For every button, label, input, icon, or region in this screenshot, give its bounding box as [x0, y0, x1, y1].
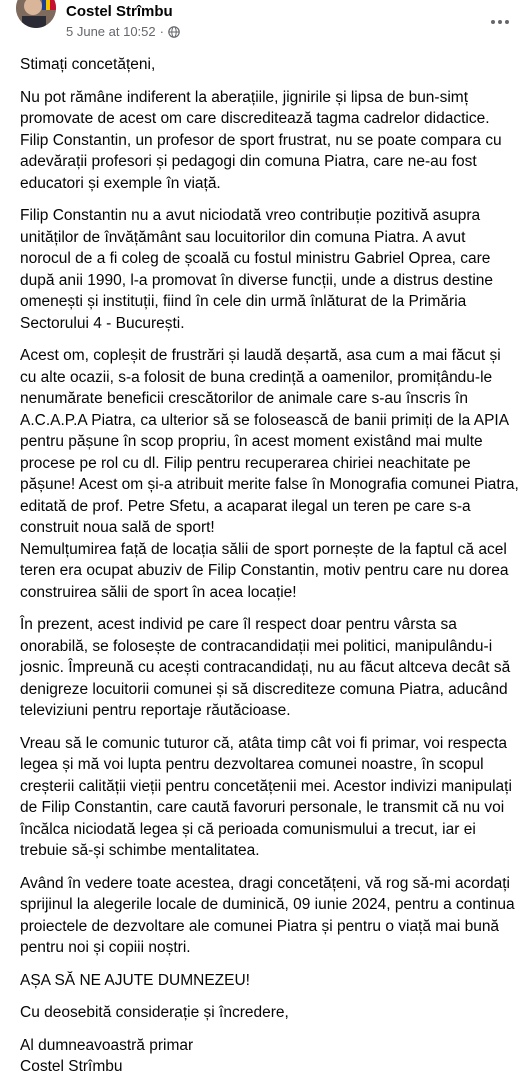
- paragraph: Având în vedere toate acestea, dragi concetățeni, vă rog să-mi acordați sprijinul la alegerile locale de duminică, 09 iunie 2024, pentru a continua proiectele de dezvoltare ale comunei Piatra și pentru o viață mai bună pentru noi și copiii noștri.: [20, 874, 515, 956]
- globe-icon: [168, 26, 180, 38]
- post-meta: [66, 24, 180, 40]
- paragraph: Acest om, copleșit de frustrări și laudă deșartă, asa cum a mai făcut și cu alte ocazii, s-a folosit de buna credință a oamenilor, promițându-le nenumărate beneficii crescătorilor de animale care s-au înscris în A.C.A.P.A Piatra, ca ulterior să se folosească de banii primiți de la APIA pentru pășune în scop propriu, în acest moment existând mai multe procese pe rol cu dl. Filip pentru recuperarea chiriei neachitate pe pășune! Acest om și-a atribuit merite false în Monografia comunei Piatra, editată de prof. Petre Sfetu, a acaparat ilegal un teren pe care s-a construit noua sală de sport!: [20, 347, 519, 536]
- post-timestamp[interactable]: 5 June at 10:52: [66, 24, 156, 39]
- paragraph-closing: Cu deosebită considerație și încredere,: [20, 1004, 289, 1021]
- post-author[interactable]: Costel Strîmbu: [66, 3, 173, 20]
- post-body: [20, 54, 520, 1078]
- paragraph-motto: AȘA SĂ NE AJUTE DUMNEZEU!: [20, 971, 250, 989]
- post-header: [0, 0, 528, 44]
- paragraph: În prezent, acest individ pe care îl respect doar pentru vârsta sa onorabilă, se folosește de contracandidații mei politici, manipulându-i josnic. Împreună cu acești contracandidați, nu au făcut altceva decât să denigreze locuitorii comunei și să discrediteze comuna Piatra, aducând televiziuni pentru reportaje răutăcioase.: [20, 616, 511, 719]
- paragraph: Vreau să le comunic tuturor că, atâta timp cât voi fi primar, voi respecta legea și mă voi lupta pentru dezvoltarea comunei noastre, în scopul creșterii calității vieții pentru concetățenii mei. Acestor indivizi manipulați de Filip Constantin, care caută favoruri personale, le transmit că nu voi încălca niciodată legea și că perioada comunismului a trecut, iar ei trebuie să-și schimbe mentalitatea.: [20, 734, 512, 859]
- signature-title: Al dumneavoastră primar: [20, 1036, 194, 1054]
- meta-separator: ·: [159, 24, 164, 39]
- more-options-button[interactable]: [486, 8, 514, 36]
- avatar[interactable]: [16, 0, 56, 28]
- more-horizontal-icon: [491, 20, 495, 24]
- signature-name: Costel Strîmbu: [20, 1058, 123, 1075]
- paragraph-greeting: Stimați concetățeni,: [20, 56, 156, 73]
- paragraph: Filip Constantin nu a avut niciodată vreo contribuție pozitivă asupra unităților de învățământ sau locuitorilor din comuna Piatra. A avut norocul de a fi coleg de școală cu fostul ministru Gabriel Oprea, care după anii 1990, l-a promovat în diverse funcții, unde a distrus destine omenești și instituții, fiind în cele din urmă înlăturat de la Primăria Sectorului 4 - București.: [20, 207, 494, 332]
- paragraph: Nemulțumirea față de locația sălii de sport pornește de la faptul că acel teren era ocupat abuziv de Filip Constantin, motiv pentru care nu dorea construirea sălii de sport în acea locație!: [20, 540, 509, 601]
- paragraph: Nu pot rămâne indiferent la aberațiile, jignirile și lipsa de bun-simț promovate de acest om care discreditează tagma cadrelor didactice. Filip Constantin, un profesor de sport frustrat, nu se poate compara cu adevărații profesori și pedagogi din comuna Piatra, care ne-au fost educatori și exemple în viață.: [20, 88, 502, 192]
